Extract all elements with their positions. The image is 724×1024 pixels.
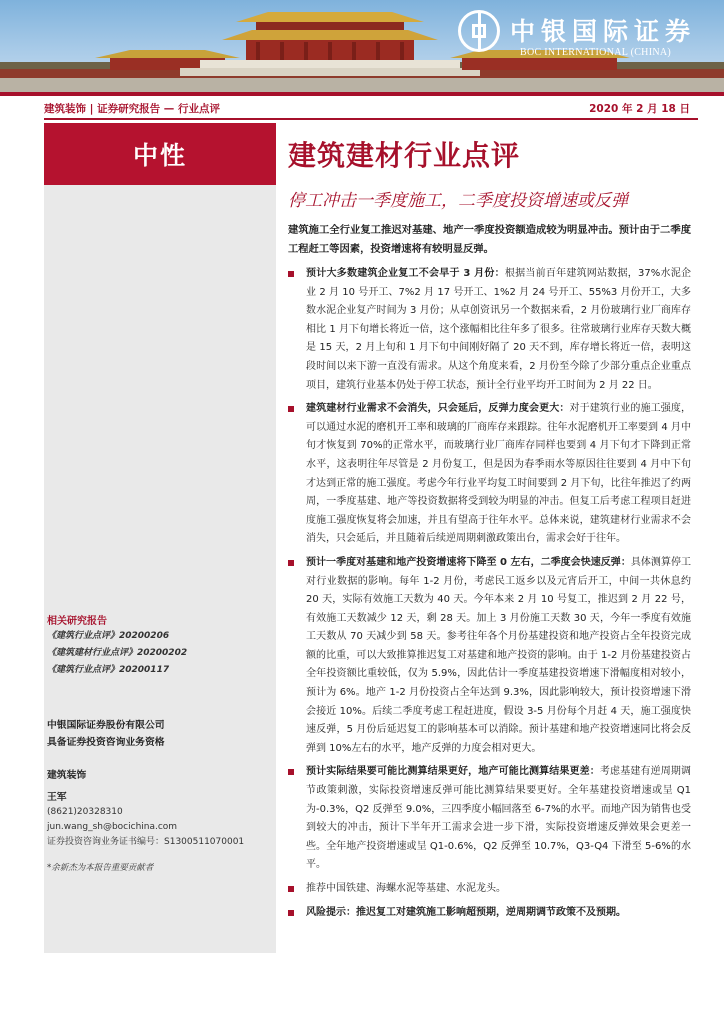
report-subtitle: 停工冲击一季度施工，二季度投资增速或反弹 — [288, 191, 628, 211]
key-point-text: 具体测算停工对行业数据的影响。每年 1-2 月份，考虑民工返乡以及元宵后开工，中间一共休息约 20 天，实际有效施工天数为 40 天。今年本来 2 月 10 号复工，推迟到 2 月 22 号，有效施工天数减少 12 天，剩 28 天。加上 3 月份施工天数 30 天，今年一季度有效施工天数从 70 天减少到 58 天。参考往年各个月份基建投资和地产投资占全年投资完成额的比重，可以大致推算推迟复工对基建和地产投资的影响。由于 1-2 月份基建投资占全年投资额比重较低，仅为 5.9%，因此估计一季度基建投资增速下滑幅度相对较小，预计为 6%。地产 1-2 月份投资占全年达到 9.3%，因此影响较大，预计投资增速下滑会接近 10%。后续二季度考虑工程赶进度，假设 3-5 月份每个月赶 4 天，施工强度快速反弹，5 月份后延迟复工的影响基本可以消除。预计基建和地产投资增速同比将会反弹到 10%左右的水平，地产反弹的力度会相对更大。 — [306, 556, 692, 754]
key-point-lead: 预计实际结果要可能比测算结果更好，地产可能比测算结果更差： — [306, 766, 600, 778]
key-point — [288, 400, 691, 549]
bullet-square-icon — [288, 910, 294, 916]
related-reports-title: 相关研究报告 — [47, 616, 107, 627]
related-report-item[interactable]: 《建筑建材行业点评》20200202 — [47, 648, 188, 658]
brand-name-cn: 中银国际证券 — [510, 17, 697, 46]
analyst-name: 王军 — [47, 792, 67, 803]
header-banner — [0, 0, 724, 92]
breadcrumb: 建筑装饰 | 证券研究报告 — 行业点评 — [44, 103, 220, 115]
bullet-square-icon — [288, 886, 294, 892]
key-point — [288, 880, 691, 899]
report-date: 2020 年 2 月 18 日 — [589, 103, 690, 115]
key-point — [288, 904, 691, 923]
analyst-email[interactable]: jun.wang_sh@bocichina.com — [47, 822, 178, 832]
report-summary: 建筑施工全行业复工推迟对基建、地产一季度投资额造成较为明显冲击。预计由于二季度工程赶工等因素，投资增速将有较明显反弹。 — [288, 224, 691, 255]
rating-badge: 中性 — [44, 123, 276, 185]
analyst-cert: 证券投资咨询业务证书编号：S1300511070001 — [47, 837, 245, 847]
organization-block — [47, 717, 165, 751]
key-point — [288, 265, 691, 395]
org-qualification: 具备证券投资咨询业务资格 — [47, 737, 165, 748]
sector-label: 建筑装饰 — [47, 770, 87, 781]
key-point-text: 推荐中国铁建、海螺水泥等基建、水泥龙头。 — [306, 883, 506, 894]
risk-warning: 风险提示：推迟复工对建筑施工影响超预期，逆周期调节政策不及预期。 — [306, 906, 626, 918]
analyst-block — [47, 790, 244, 850]
bullet-square-icon — [288, 406, 294, 412]
header-divider — [0, 92, 724, 96]
related-reports-list — [47, 628, 187, 679]
analyst-phone: (8621)20328310 — [47, 807, 123, 817]
key-point — [288, 763, 691, 875]
bullet-square-icon — [288, 271, 294, 277]
key-point-lead: 预计大多数建筑企业复工不会早于 3 月份： — [306, 268, 505, 279]
key-point-lead: 预计一季度对基建和地产投资增速将下降至 0 左右，二季度会快速反弹： — [306, 556, 631, 568]
key-points-list — [288, 265, 691, 927]
report-title: 建筑建材行业点评 — [288, 139, 521, 172]
top-rule — [44, 118, 698, 120]
bullet-square-icon — [288, 769, 294, 775]
boc-logo-icon — [458, 10, 500, 52]
org-name: 中银国际证券股份有限公司 — [47, 720, 165, 731]
related-report-item[interactable]: 《建筑行业点评》20200117 — [47, 665, 170, 675]
key-point-text: 考虑基建有逆周期调节政策刺激，实际投资增速反弹可能比测算结果要更好。全年基建投资增速或呈 Q1 为-0.3%，Q2 反弹至 9.0%，三四季度小幅回落至 6-7%的水平。而地产因为销售也受到较大的冲击，预计下半年开工需求会进一步下滑，实际投资增速反弹效果会更差一些。全年地产投资增速或呈 Q1-0.6%，Q2 反弹至 10.7%，Q3-Q4 下滑至 5-6%的水平。 — [306, 766, 692, 871]
contributor-note: *余新杰为本报告重要贡献者 — [47, 863, 154, 873]
key-point — [288, 554, 691, 759]
bullet-square-icon — [288, 560, 294, 566]
key-point-lead: 建筑建材行业需求不会消失，只会延后，反弹力度会更大： — [306, 403, 570, 415]
brand-name-en: BOC INTERNATIONAL (CHINA) — [520, 47, 672, 58]
related-report-item[interactable]: 《建筑行业点评》20200206 — [47, 631, 170, 641]
key-point-text: 根据当前百年建筑网站数据，37%水泥企业 2 月 10 号开工、7%2 月 17 号开工、1%2 月 24 号开工、55%3 月份开工，大多数水泥企业复产时间为 3 月份；从卓创资讯另一个数据来看，2 月份玻璃行业厂商库存相比 1 月下旬增长将近一倍，这个涨幅相比往年多了很多。往常玻璃行业库存天数大概是 15 天，2 月上旬和 1 月下旬中间刚好隔了 20 天不到，库存增长将近一倍，表明这段时间以来下游一直没有需求。从这个角度来看，2 月份至今除了少部分重点企业重点项目，建筑行业基本仍处于停工状态，预计全行业平均开工时间为 2 月 22 日。 — [306, 268, 692, 391]
key-point-text: 对于建筑行业的施工强度，可以通过水泥的磨机开工率和玻璃的厂商库存来跟踪。往年水泥磨机开工率要到 4 月中旬才恢复到 70%的正常水平，而玻璃行业厂商库存同样也要到 4 月下旬才下降到正常水平，这表明往年尽管是 2 月份复工，但是因为春季雨水等原因往往要到 4 月中下旬才达到正常的施工强度。考虑今年行业平均复工时间要到 2 月下旬，比往年推迟了约两周，一季度基建、地产等投资数据将受到较为明显的冲击。但复工后考虑工程项目赶进度施工强度恢复将会加速，并且有望高于往年水平。总体来说，建筑建材行业需求不会消失，只会延后，并且随着后续逆周期刺激政策出台，需求会好于往年。 — [306, 403, 692, 545]
